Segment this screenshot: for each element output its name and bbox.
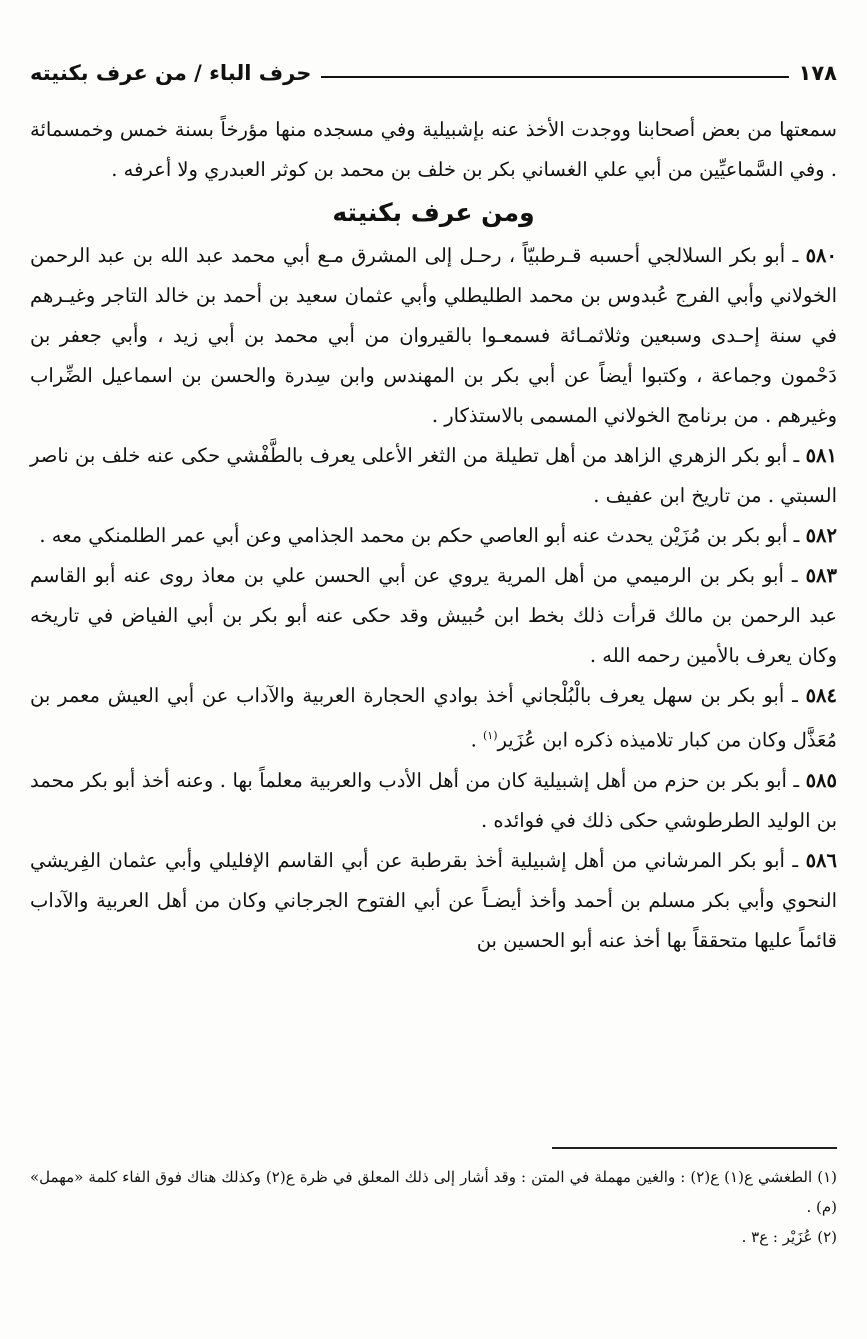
footnote-reference[interactable]: (١): [483, 729, 498, 742]
continuation-paragraph: سمعتها من بعض أصحابنا ووجدت الأخذ عنه بإشبيلية وفي مسجده منها مؤرخاً بسنة خمس وخمسمائة . وفي السَّماعيِّين من أبي علي الغساني بكر بن خلف بن محمد بن كوثر العبدري ولا أعرفه .: [30, 118, 837, 181]
entry-number: ٥٨٠: [805, 244, 837, 267]
entry-586: ٥٨٦ ـ أبو بكر المرشاني من أهل إشبيلية أخذ بقرطبة عن أبي القاسم الإفليلي وأبي عثمان الفِريشي النحوي وأبي بكر مسلم بن أحمد وأخذ أيضـاً عن أبي الفتوح الجرجاني وكان من أهل العربية والآداب قائماً عليها متحققاً بها أخذ عنه أبو الحسين بن: [30, 848, 837, 952]
footnote-separator: [552, 1147, 837, 1149]
footnotes: [30, 1162, 837, 1252]
footnote-text: الطغشي ع(١) ع(٢) : والغين مهملة في المتن : وقد أشار إلى ذلك المعلق في ظرة ع(٢) وكذلك هناك فوق الفاء كلمة «مهمل» (م) .: [30, 1168, 837, 1216]
entry-number: ٥٨١: [805, 444, 837, 467]
page-number: ١٧٨: [798, 61, 837, 85]
entry-583: ٥٨٣ ـ أبو بكر بن الرميمي من أهل المرية يروي عن أبي الحسن علي بن معاذ روى عنه أبو القاسم عبد الرحمن بن مالك قرأت ذلك بخط ابن حُبيش وقد حكى عنه أبو بكر بن أبي الفياض في تاريخه وكان يعرف بالأمين رحمه الله .: [30, 564, 837, 667]
entry-581: ٥٨١ ـ أبو بكر الزهري الزاهد من أهل تطيلة من الثغر الأعلى يعرف بالطَّفْشي حكى عنه خلف بن ناصر السبتي . من تاريخ ابن عفيف .: [30, 444, 837, 507]
entry-585: ٥٨٥ ـ أبو بكر بن حزم من أهل إشبيلية كان من أهل الأدب والعربية معلماً بها . وعنه أخذ أبو بكر محمد بن الوليد الطرطوشي حكى ذلك في فوائده .: [30, 768, 837, 832]
entry-582: ٥٨٢ ـ أبو بكر بن مُزَيْن يحدث عنه أبو العاصي حكم بن محمد الجذامي وعن أبي عمر الطلمنكي معه .: [39, 524, 837, 547]
entry-number: ٥٨٦: [805, 848, 837, 872]
entry-text: أبو بكر بن مُزَيْن يحدث عنه أبو العاصي حكم بن محمد الجذامي وعن أبي عمر الطلمنكي معه .: [39, 524, 788, 547]
main-text: [30, 110, 837, 961]
entry-text: أبو بكر بن الرميمي من أهل المرية يروي عن أبي الحسن علي بن معاذ روى عنه أبو القاسم عبد الرحمن بن مالك قرأت ذلك بخط ابن حُبيش وقد حكى عنه أبو بكر بن أبي الفياض في تاريخه وكان يعرف بالأمين رحمه الله .: [30, 564, 837, 667]
footnote-1: [30, 1162, 837, 1222]
entry-text: أبو بكر المرشاني من أهل إشبيلية أخذ بقرطبة عن أبي القاسم الإفليلي وأبي عثمان الفِريشي النحوي وأبي بكر مسلم بن أحمد وأخذ أيضـاً عن أبي الفتوح الجرجاني وكان من أهل العربية والآداب قائماً عليها متحققاً بها أخذ عنه أبو الحسين بن: [30, 848, 837, 952]
header-rule: [321, 76, 788, 78]
entry-number: ٥٨٥: [805, 768, 837, 792]
running-header: [30, 56, 837, 90]
footnote-2: [30, 1222, 837, 1252]
footnote-mark: (١): [817, 1168, 838, 1186]
entry-text: أبو بكر السلالجي أحسبه قـرطبيّاً ، رحـل إلى المشرق مـع أبي محمد عبد الله بن عبد الرحمن الخولاني وأبي الفرج عُبدوس بن محمد الطليطلي وأبي عثمان سعيد بن أحمد بن خالد التاجر وغيـرهم في سنة إحـدى وسبعين وثلاثمـائة فسمعـوا بالقيروان من أبي محمد بن أبي زيد ، وأبي جعفر بن دَحْمون وجماعة ، وكتبوا أيضاً عن أبي بكر بن المهندس وابن سِدرة والحسن بن اسماعيل الضِّراب وغيرهم . من برنامج الخولاني المسمى بالاستذكار .: [30, 244, 837, 427]
running-title: حرف الباء / من عرف بكنيته: [30, 61, 312, 85]
entry-text: أبو بكر الزهري الزاهد من أهل تطيلة من الثغر الأعلى يعرف بالطَّفْشي حكى عنه خلف بن ناصر السبتي . من تاريخ ابن عفيف .: [30, 444, 837, 507]
entry-text: أبو بكر بن سهل يعرف بالْبُلْجاني أخذ بوادي الحجارة العربية والآداب عن أبي العيش معمر بن مُعَذَّل وكان من كبار تلاميذه ذكره ابن عُزَير: [30, 684, 837, 752]
entry-text: أبو بكر بن حزم من أهل إشبيلية كان من أهل الأدب والعربية معلماً بها . وعنه أخذ أبو بكر محمد بن الوليد الطرطوشي حكى ذلك في فوائده .: [30, 768, 837, 832]
section-heading: ومن عرف بكنيته: [332, 198, 535, 227]
entry-580: ٥٨٠ ـ أبو بكر السلالجي أحسبه قـرطبيّاً ، رحـل إلى المشرق مـع أبي محمد عبد الله بن عبد الرحمن الخولاني وأبي الفرج عُبدوس بن محمد الطليطلي وأبي عثمان سعيد بن أحمد بن خالد التاجر وغيـرهم في سنة إحـدى وسبعين وثلاثمـائة فسمعـوا بالقيروان من أبي محمد بن أبي زيد ، وأبي جعفر بن دَحْمون وجماعة ، وكتبوا أيضاً عن أبي بكر بن المهندس وابن سِدرة والحسن بن اسماعيل الضِّراب وغيرهم . من برنامج الخولاني المسمى بالاستذكار .: [30, 244, 837, 427]
entry-number: ٥٨٣: [805, 564, 837, 587]
entry-number: ٥٨٤: [805, 684, 837, 707]
entry-584: ٥٨٤ ـ أبو بكر بن سهل يعرف بالْبُلْجاني أخذ بوادي الحجارة العربية والآداب عن أبي العيش معمر بن مُعَذَّل وكان من كبار تلاميذه ذكره ابن عُزَير$^{(١)}$ .: [30, 684, 837, 752]
footnote-text: عُزَيْر : ع٣ .: [741, 1228, 813, 1246]
entry-number: ٥٨٢: [805, 524, 837, 547]
footnote-mark: (٢): [817, 1228, 837, 1246]
